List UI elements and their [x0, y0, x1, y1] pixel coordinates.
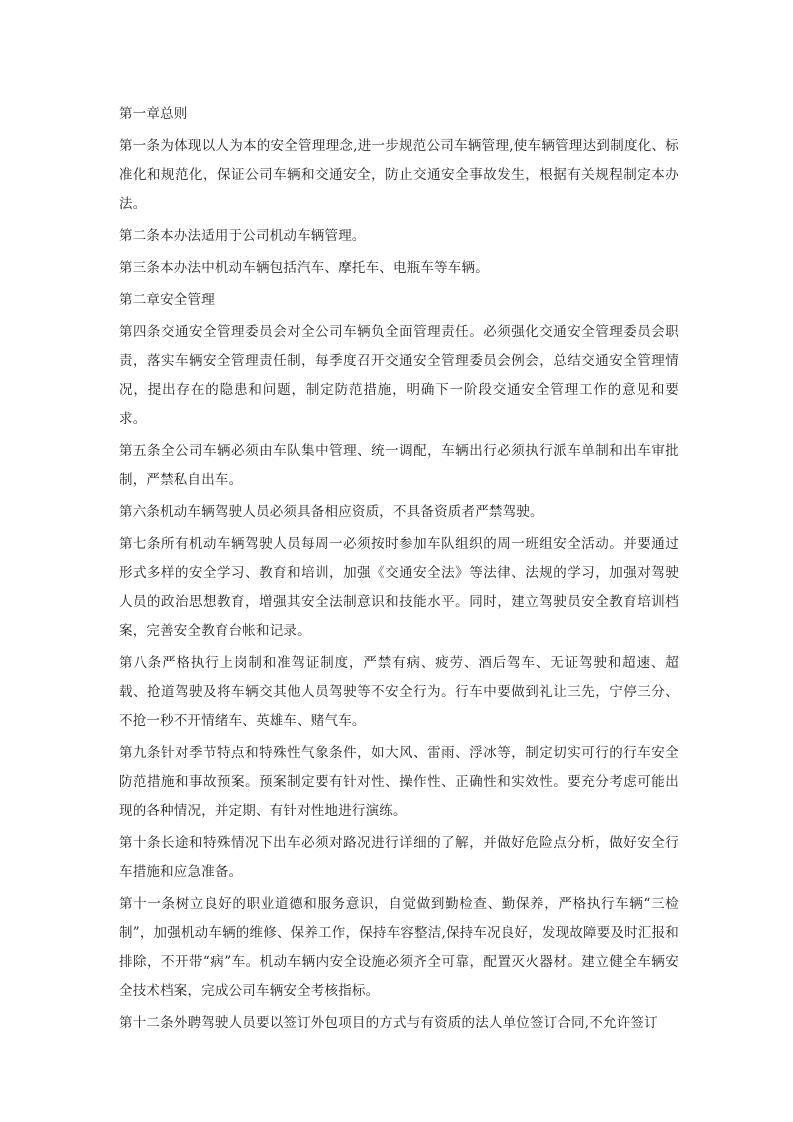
article-paragraph: 第六条机动车辆驾驶人员必须具备相应资质，不具备资质者严禁驾驶。 — [119, 504, 544, 520]
article-paragraph: 第八条严格执行上岗制和准驾证制度，严禁有病、疲劳、酒后驾车、无证驾驶和超速、超载、抢道驾驶及将车辆交其他人员驾驶等不安全行为。行车中要做到礼让三先，宁停三分、不抢一秒不开情绪车、英雄车、赌气车。 — [119, 655, 679, 729]
chapter-heading: 第二章安全管理 — [119, 292, 215, 308]
article-paragraph: 第五条全公司车辆必须由车队集中管理、统一调配，车辆出行必须执行派车单制和出车审批制，严禁私自出车。 — [119, 443, 679, 488]
document-body — [119, 100, 679, 1041]
chapter-heading: 第一章总则 — [119, 106, 188, 122]
article-paragraph: 第二条本办法适用于公司机动车辆管理。 — [119, 228, 366, 244]
article-paragraph: 第十二条外聘驾驶人员要以签订外包项目的方式与有资质的法人单位签订合同,不允许签订 — [119, 1015, 658, 1031]
article-paragraph: 第九条针对季节特点和特殊性气象条件，如大风、雷雨、浮冰等，制定切实可行的行车安全防范措施和事故预案。预案制定要有针对性、操作性、正确性和实效性。要充分考虑可能出现的各种情况，并定期、有针对性地进行演练。 — [119, 745, 679, 819]
article-paragraph: 第十条长途和特殊情况下出车必须对路况进行详细的了解，并做好危险点分析，做好安全行车措施和应急准备。 — [119, 835, 679, 880]
article-paragraph: 第七条所有机动车辆驾驶人员每周一必须按时参加车队组织的周一班组安全活动。并要通过形式多样的安全学习、教育和培训，加强《交通安全法》等法律、法规的学习，加强对驾驶人员的政治思想教育，增强其安全法制意识和技能水平。同时，建立驾驶员安全教育培训档案，完善安全教育台帐和记录。 — [119, 536, 679, 639]
article-paragraph: 第四条交通安全管理委员会对全公司车辆负全面管理责任。必须强化交通安全管理委员会职责，落实车辆安全管理责任制，每季度召开交通安全管理委员会例会，总结交通安全管理情况，提出存在的隐患和问题，制定防范措施，明确下一阶段交通安全管理工作的意见和要求。 — [119, 324, 679, 427]
article-paragraph: 第一条为体现以人为本的安全管理理念,进一步规范公司车辆管理,使车辆管理达到制度化、标准化和规范化，保证公司车辆和交通安全，防止交通安全事故发生，根据有关规程制定本办法。 — [119, 138, 679, 212]
article-paragraph: 第三条本办法中机动车辆包括汽车、摩托车、电瓶车等车辆。 — [119, 260, 489, 276]
article-paragraph: 第十一条树立良好的职业道德和服务意识，自觉做到勤检查、勤保养，严格执行车辆“三检制”，加强机动车辆的维修、保养工作，保持车容整洁,保持车况良好，发现故障要及时汇报和排除，不开带“病”车。机动车辆内安全设施必须齐全可靠，配置灭火器材。建立健全车辆安全技术档案，完成公司车辆安全考核指标。 — [119, 896, 679, 999]
